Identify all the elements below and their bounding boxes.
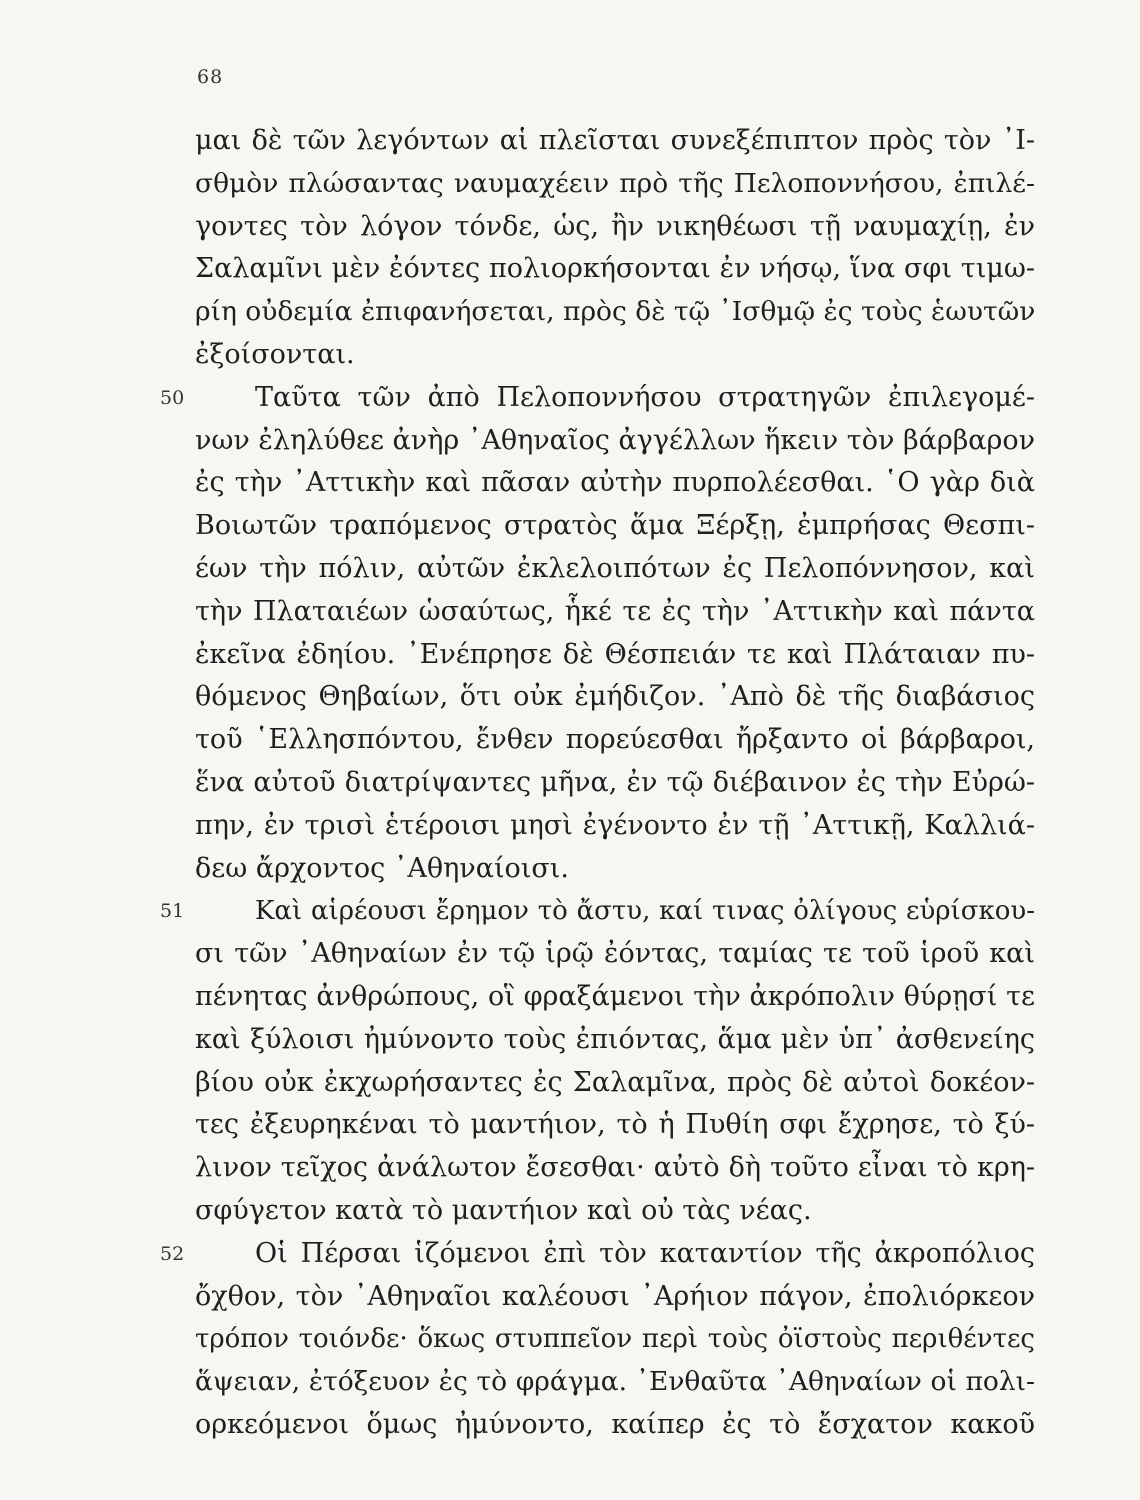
text-line: σθμὸν πλώσαντας ναυμαχέειν πρὸ τῆς Πελοποννήσου, ἐπιλέ-	[195, 167, 1035, 199]
text-line: καὶ ξύλοισι ἠμύνοντο τοὺς ἐπιόντας, ἅμα μὲν ὑπ᾿ ἀσθενείης	[195, 1023, 1035, 1055]
text-line: ὄχθον, τὸν ᾿Αθηναῖοι καλέουσι ᾿Αρήιον πάγον, ἐπολιόρκεον	[195, 1280, 1035, 1312]
text-line: λινον τεῖχος ἀνάλωτον ἔσεσθαι· αὐτὸ δὴ τοῦτο εἶναι τὸ κρη-	[195, 1152, 1035, 1184]
text-line: πένητας ἀνθρώπους, οἳ φραξάμενοι τὴν ἀκρόπολιν θύρῃσί τε	[195, 980, 1035, 1012]
text-line: ρίη οὐδεμία ἐπιφανήσεται, πρὸς δὲ τῷ ᾿Ισθμῷ ἐς τοὺς ἑωυτῶν	[195, 296, 1036, 328]
text-line: δεω ἄρχοντος ᾿Αθηναίοισι.	[195, 852, 569, 884]
text-line: σι τῶν ᾿Αθηναίων ἐν τῷ ἱρῷ ἐόντας, ταμίας τε τοῦ ἱροῦ καὶ	[195, 938, 1035, 970]
text-line: τοῦ ῾Ελλησπόντου, ἔνθεν πορεύεσθαι ἤρξαντο οἱ βάρβαροι,	[195, 724, 1035, 756]
text-line: ἐς τὴν ᾿Αττικὴν καὶ πᾶσαν αὐτὴν πυρπολέεσθαι. ῾Ο γὰρ διὰ	[195, 467, 1035, 499]
text-line: έων τὴν πόλιν, αὐτῶν ἐκλελοιπότων ἐς Πελοπόννησον, καὶ	[195, 552, 1035, 584]
text-line: Βοιωτῶν τραπόμενος στρατὸς ἅμα Ξέρξῃ, ἐμπρήσας Θεσπι-	[195, 510, 1035, 542]
text-line: ἐξοίσονται.	[195, 338, 355, 370]
text-line: ορκεόμενοι ὅμως ἠμύνοντο, καίπερ ἐς τὸ ἔσχατον κακοῦ	[195, 1408, 1035, 1440]
section-number-51: 51	[160, 900, 185, 923]
text-line: γοντες τὸν λόγον τόνδε, ὡς, ἢν νικηθέωσι τῇ ναυμαχίῃ, ἐν	[195, 210, 1035, 242]
text-line: μαι δὲ τῶν λεγόντων αἱ πλεῖσται συνεξέπιπτον πρὸς τὸν ᾿Ι-	[195, 125, 1035, 156]
section-51-first-line	[160, 890, 1035, 933]
text-line: σφύγετον κατὰ τὸ μαντήιον καὶ οὐ τὰς νέας.	[195, 1194, 812, 1226]
text-line: Ταῦτα τῶν ἀπὸ Πελοποννήσου στρατηγῶν ἐπιλεγομέ-	[255, 381, 1035, 413]
text-line: Σαλαμῖνι μὲν ἐόντες πολιορκήσονται ἐν νήσῳ, ἵνα σφι τιμω-	[195, 253, 1035, 285]
section-52-first-line	[160, 1233, 1035, 1276]
text-line: πην, ἐν τρισὶ ἑτέροισι μησὶ ἐγένοντο ἐν τῇ ᾿Αττικῇ, Καλλιά-	[195, 809, 1035, 841]
text-line: βίου οὐκ ἐκχωρήσαντες ἐς Σαλαμῖνα, πρὸς δὲ αὐτοὶ δοκέον-	[195, 1066, 1035, 1098]
text-line: τὴν Πλαταιέων ὡσαύτως, ἧκέ τε ἐς τὴν ᾿Αττικὴν καὶ πάντα	[195, 595, 1035, 627]
text-line: ἕνα αὐτοῦ διατρίψαντες μῆνα, ἐν τῷ διέβαινον ἐς τὴν Εὐρώ-	[195, 766, 1035, 798]
text-line: Οἱ Πέρσαι ἱζόμενοι ἐπὶ τὸν καταντίον τῆς ἀκροπόλιος	[255, 1237, 1035, 1269]
section-number-52: 52	[160, 1242, 185, 1265]
section-number-50: 50	[160, 386, 185, 409]
text-line: τρόπον τοιόνδε· ὅκως στυππεῖον περὶ τοὺς ὀϊστοὺς περιθέντες	[195, 1324, 1035, 1355]
text-line: θόμενος Θηβαίων, ὅτι οὐκ ἐμήδιζον. ᾿Απὸ δὲ τῆς διαβάσιος	[195, 681, 1035, 713]
body-text	[160, 120, 1036, 1447]
text-line: Καὶ αἱρέουσι ἔρημον τὸ ἄστυ, καί τινας ὀλίγους εὑρίσκου-	[255, 896, 1035, 927]
text-line: ἐκεῖνα ἐδηίου. ᾿Ενέπρησε δὲ Θέσπειάν τε καὶ Πλάταιαν πυ-	[195, 638, 1035, 670]
text-line: νων ἐληλύθεε ἀνὴρ ᾿Αθηναῖος ἀγγέλλων ἥκειν τὸν βάρβαρον	[195, 424, 1036, 456]
text-line: τες ἐξευρηκέναι τὸ μαντήιον, τὸ ἡ Πυθίη σφι ἔχρησε, τὸ ξύ-	[195, 1109, 1035, 1141]
page-number: 68	[197, 66, 224, 88]
section-50-first-line	[160, 377, 1035, 420]
text-line: ἅψειαν, ἐτόξευον ἐς τὸ φράγμα. ᾿Ενθαῦτα ᾿Αθηναίων οἱ πολι-	[195, 1366, 1035, 1398]
